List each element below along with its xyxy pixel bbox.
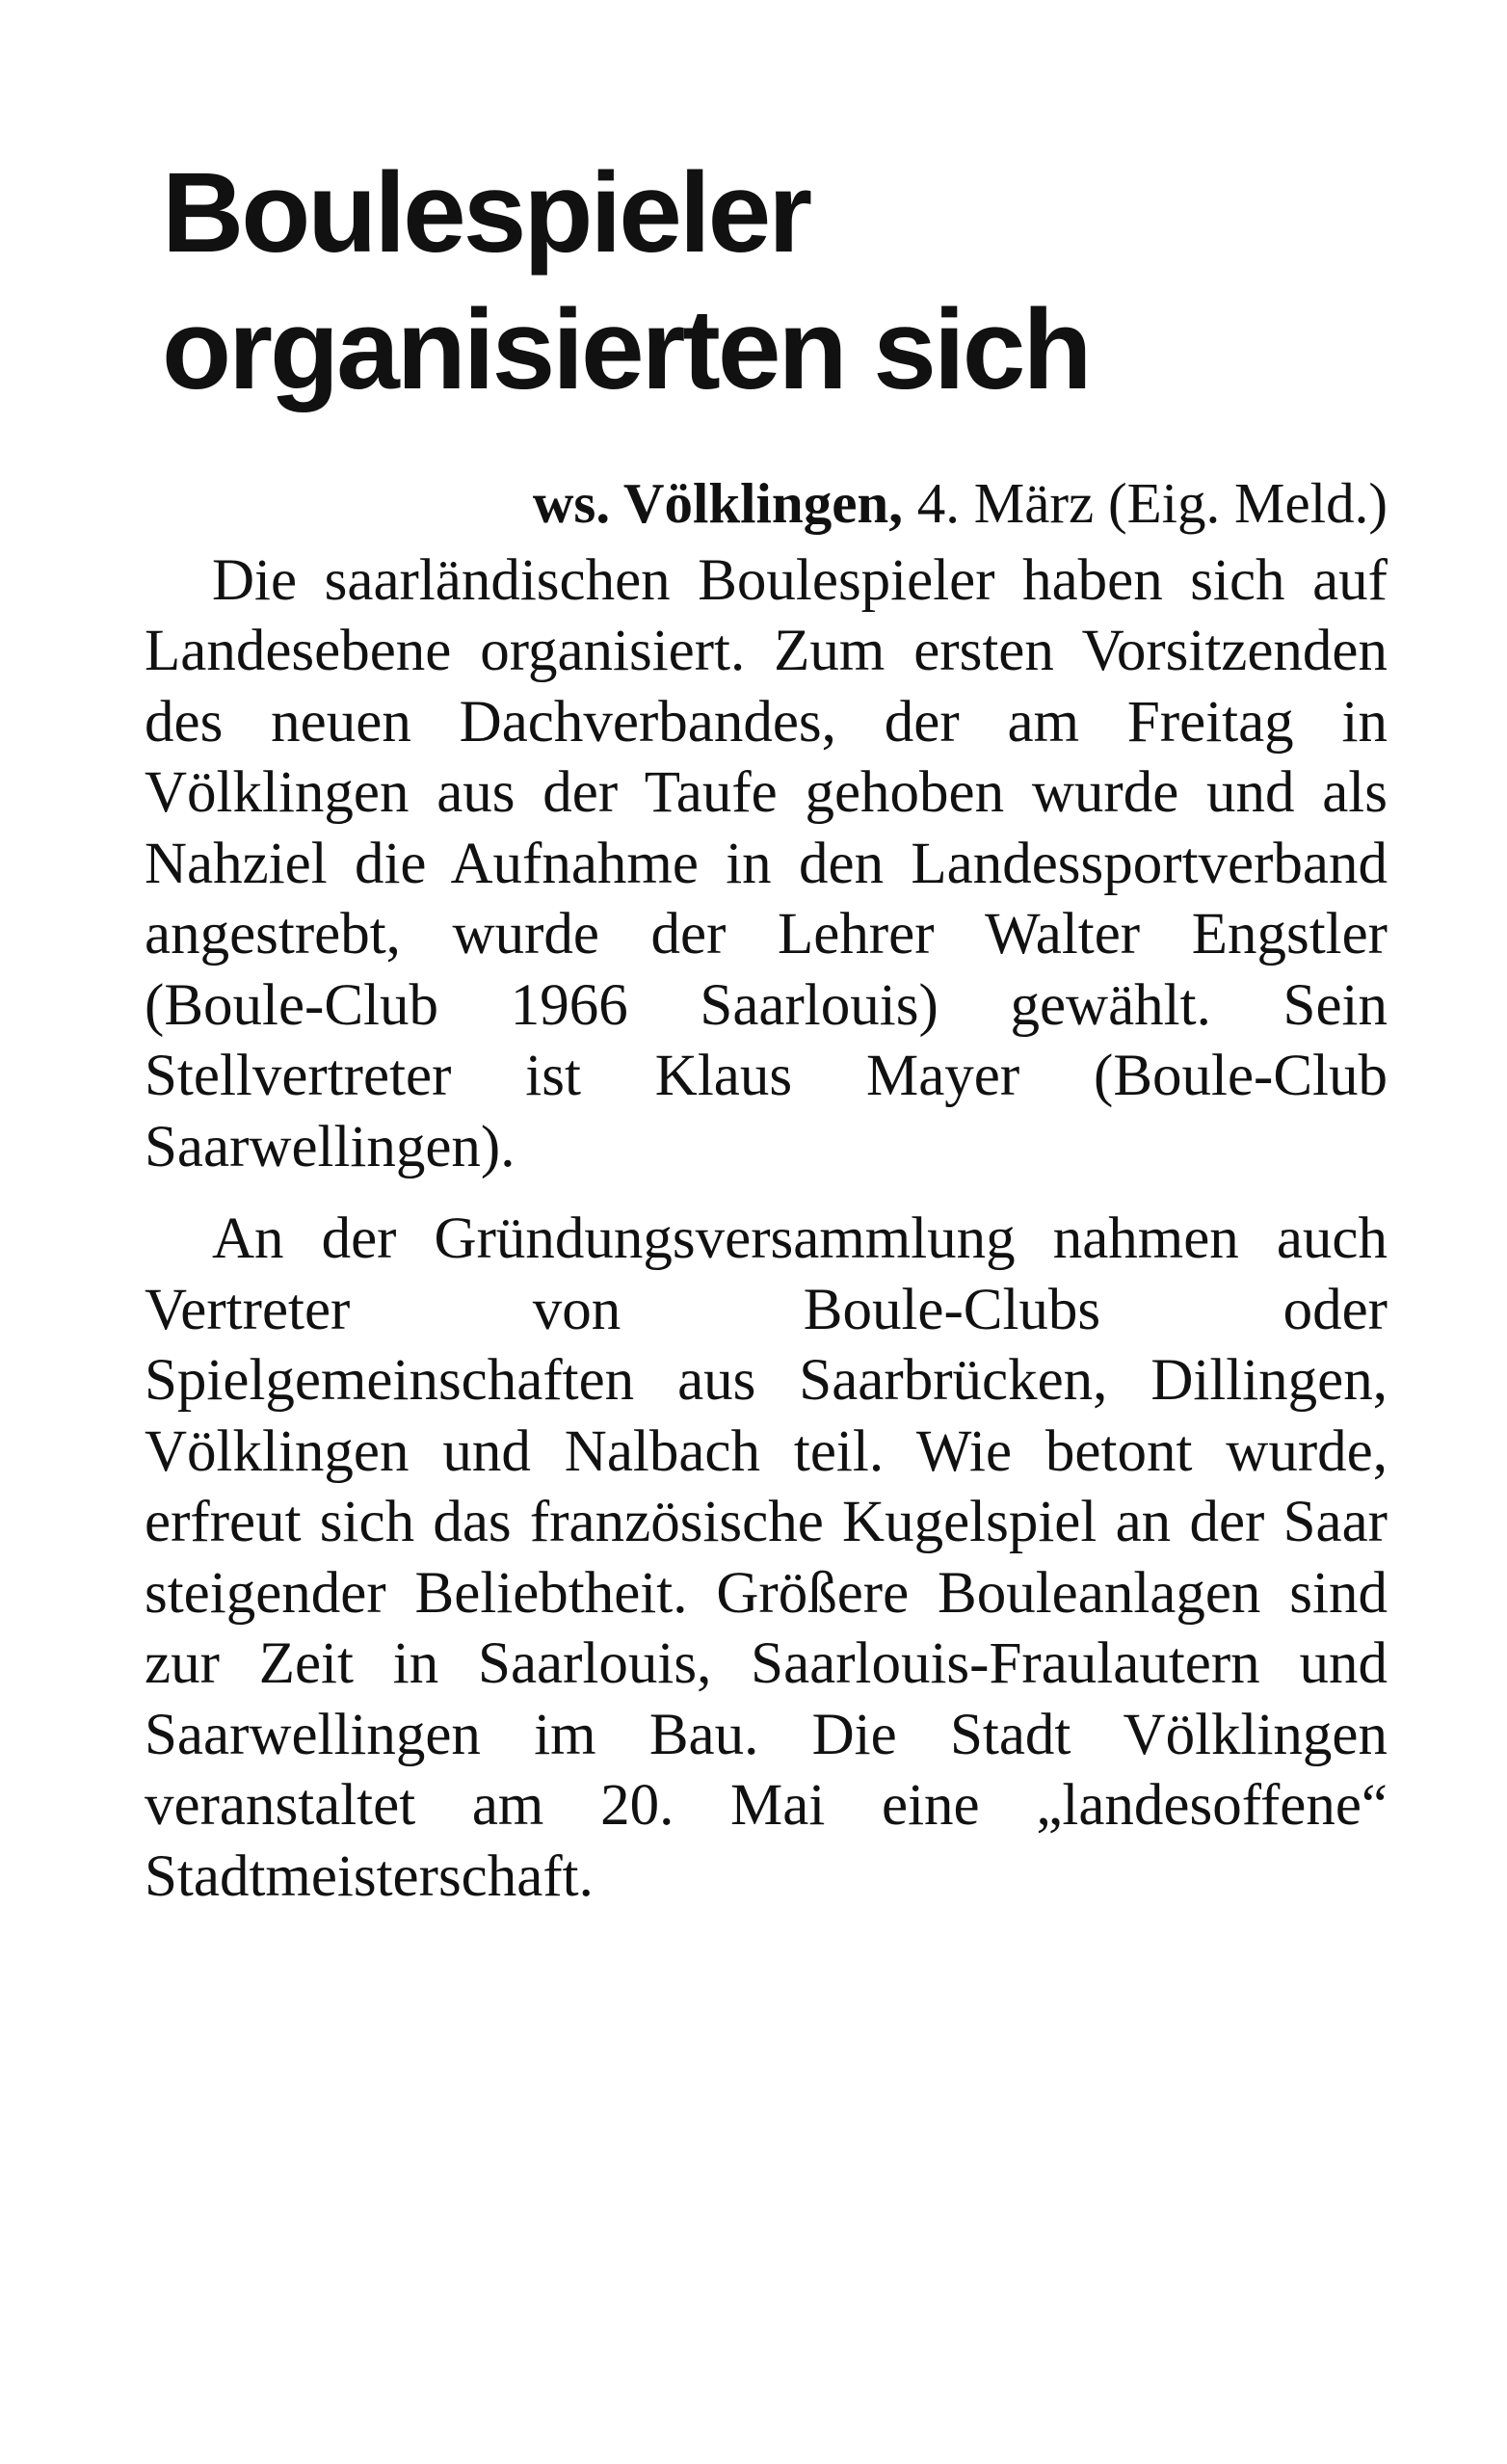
dateline-date: 4. März (Eig. Meld.): [916, 471, 1388, 535]
dateline: [145, 468, 1388, 540]
headline: Boulespieler organisierten sich: [162, 149, 1090, 413]
dateline-source: ws. Völklingen,: [532, 471, 903, 535]
article-body: [145, 468, 1388, 1912]
paragraph-1: Die saarländischen Boulespieler haben sich auf Landesebene organisiert. Zum ersten Vorsitzenden des neuen Dachverbandes, der am Freitag in Völklingen aus der Taufe gehoben wurde und als Nahziel die Aufnahme in den Landessportverband angestrebt, wurde der Lehrer Walter Engstler (Boule-Club 1966 Saarlouis) gewählt. Sein Stellvertreter ist Klaus Mayer (Boule-Club Saarwellingen).: [145, 547, 1388, 1179]
newspaper-clipping: [145, 145, 1388, 1912]
paragraph-2: An der Gründungsversammlung nahmen auch Vertreter von Boule-Clubs oder Spielgemeinschaften aus Saarbrücken, Dillingen, Völklingen und Nalbach teil. Wie betont wurde, erfreut sich das französische Kugelspiel an der Saar steigender Beliebtheit. Größere Bouleanlagen sind zur Zeit in Saarlouis, Saarlouis-Fraulautern und Saarwellingen im Bau. Die Stadt Völklingen veranstaltet am 20. Mai eine „landesoffene“ Stadtmeisterschaft.: [145, 1206, 1388, 1909]
